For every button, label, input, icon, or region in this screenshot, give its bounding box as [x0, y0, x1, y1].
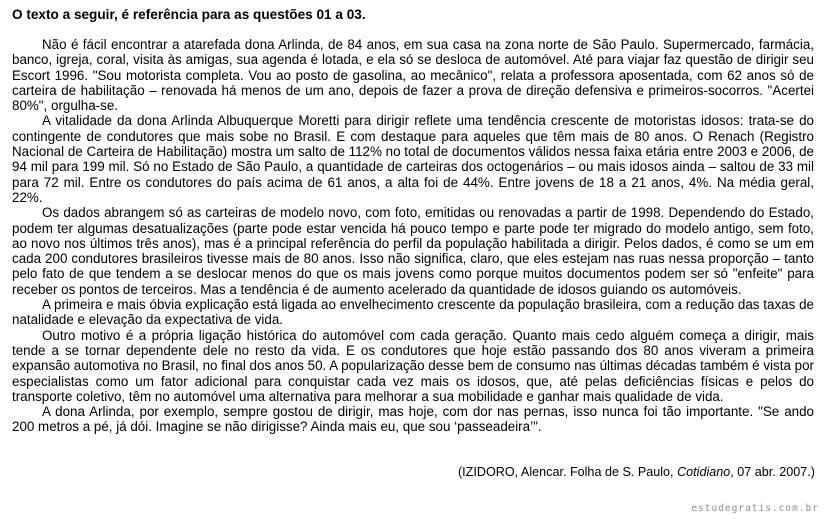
- citation-suffix: , 07 abr. 2007.): [730, 465, 815, 479]
- site-watermark: estudegratis.com.br: [691, 503, 819, 514]
- paragraph: A primeira e mais óbvia explicação está ligada ao envelhecimento crescente da população brasileira, com a redução das taxas de natalidade e elevação da expectativa de vida.: [12, 297, 814, 328]
- citation-prefix: (IZIDORO, Alencar. Folha de S. Paulo,: [457, 465, 678, 479]
- paragraph: A dona Arlinda, por exemplo, sempre gostou de dirigir, mas hoje, com dor nas pernas, isso nunca foi tão importante. "Se ando 200 metros a pé, já dói. Imagine se não dirigisse? Ainda mais eu, que sou ‘passeadeira’".: [12, 404, 814, 435]
- paragraph: Os dados abrangem só as carteiras de modelo novo, com foto, emitidas ou renovadas a partir de 1998. Dependendo do Estado, podem ter algumas desatualizações (parte pode estar vencida há pouco tempo e parte pode ter migrado do modelo antigo, sem foto, ao novo nos últimos três anos), mas é a principal referência do perfil da população habilitada a dirigir. Pelos dados, é como se um em cada 200 condutores brasileiros tivesse mais de 80 anos. Isso não significa, claro, que eles estejam nas ruas nessa proporção – tanto pelo fato de que tendem a se deslocar menos do que os mais jovens como porque muitos documentos podem ser só "enfeite" para receber os pontos de terceiros. Mas a tendência é de aumento acelerado da quantidade de idosos guiando os automóveis.: [12, 205, 814, 297]
- paragraph: Não é fácil encontrar a atarefada dona Arlinda, de 84 anos, em sua casa na zona norte de São Paulo. Supermercado, farmácia, banco, igreja, coral, visita às amigas, sua agenda é lotada, e ela só se desloca de automóvel. Até para viajar faz questão de dirigir seu Escort 1996. "Sou motorista completa. Vou ao posto de gasolina, ao mecânico", relata a professora aposentada, com 62 anos só de carteira de habilitação – renovada há menos de um ano, depois de fazer a prova de direção defensiva e primeiros-socorros. "Acertei 80%", orgulha-se.: [12, 37, 814, 114]
- citation-work: Cotidiano: [677, 465, 731, 479]
- paragraph: Outro motivo é a própria ligação histórica do automóvel com cada geração. Quanto mais cedo alguém começa a dirigir, mais tende a se tornar dependente dele no resto da vida. E os condutores que hoje estão passando dos 80 anos viveram a primeira expansão automotiva no Brasil, no final dos anos 50. A popularização desse bem de consumo nas últimas décadas também é vista por especialistas como um fator adicional para conquistar cada vez mais os idosos, que, até pelas deficiências físicas e pelos do transporte coletivo, têm no automóvel uma alternativa para melhorar a sua mobilidade e ganhar mais qualidade de vida.: [12, 327, 814, 404]
- section-heading: O texto a seguir, é referência para as questões 01 a 03.: [12, 7, 366, 22]
- article-text: [12, 37, 814, 435]
- source-citation: [458, 465, 815, 480]
- paragraph: A vitalidade da dona Arlinda Albuquerque Moretti para dirigir reflete uma tendência crescente de motoristas idosos: trata-se do contingente de condutores que mais sobe no Brasil. E com destaque para aqueles que têm mais de 80 anos. O Renach (Registro Nacional de Carteira de Habilitação) mostra um salto de 112% no total de documentos válidos nessa faixa etária entre 2003 e 2006, de 94 mil para 199 mil. Só no Estado de São Paulo, a quantidade de carteiras dos octogenários – ou mais idosos ainda – saltou de 33 mil para 72 mil. Entre os condutores do país acima de 61 anos, a alta foi de 44%. Entre jovens de 18 a 21 anos, 4%. Na média geral, 22%.: [12, 113, 814, 205]
